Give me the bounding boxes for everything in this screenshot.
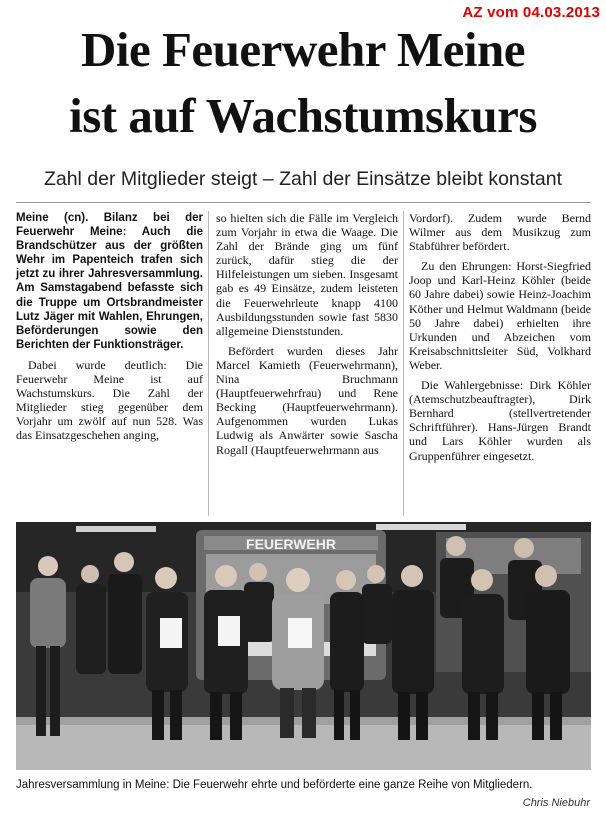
vehicle-lettering: FEUERWEHR (246, 536, 336, 552)
article-lead: Meine (cn). Bilanz bei der Feuerwehr Meine: Auch die Brandschützer aus der größten Wehr im Papenteich trafen sich jetzt zu ihrer Jahresversammlung. Am Samstagabend befasste sich die Truppe um Ortsbrandmeister Lutz Jäger mit Wahlen, Ehrungen, Beförderungen sowie den Berichten der Funktionsträger. (16, 212, 203, 351)
photo-caption: Jahresversammlung in Meine: Die Feuerwehr ehrte und beförderte eine ganze Reihe von Mitgliedern. (16, 779, 533, 791)
divider (16, 202, 591, 203)
headline-line-2: ist auf Wachstumskurs (69, 88, 537, 143)
article-paragraph: Befördert wurden dieses Jahr Marcel Kamieth (Feuerwehrmann), Nina Bruchmann (Hauptfeuerwehrfrau) und Rene Becking (Hauptfeuerwehrmann). Aufgenommen wurden Lukas Ludwig als Anwärter sowie Sascha Rogall (Hauptfeuerwehrmann aus (216, 343, 398, 457)
column-divider (208, 211, 209, 516)
article-paragraph: Vordorf). Zudem wurde Bernd Wilmer aus dem Musikzug zum Stabführer befördert. (409, 211, 591, 254)
newspaper-date-stamp: AZ vom 04.03.2013 (462, 4, 600, 21)
article-column-3 (409, 211, 591, 469)
group-photo-illustration (16, 522, 591, 770)
column-divider (403, 211, 404, 516)
headline-line-1: Die Feuerwehr Meine (80, 22, 526, 77)
group-photo (16, 522, 591, 770)
article-column-1 (16, 211, 203, 449)
article-paragraph: so hielten sich die Fälle im Vergleich zum Vorjahr in etwa die Waage. Die Zahl der Brände ging um fünf zurück, dafür stieg die der Hilfeleistungen um sieben. Insgesamt gab es 49 Einsätze, zudem leisteten die Feuerwehrleute knapp 4100 Ausbildungsstunden sowie fast 5830 allgemeine Dienststunden. (216, 211, 398, 338)
article-paragraph: Die Wahlergebnisse: Dirk Köhler (Atemschutzbeauftragter), Dirk Bernhard (stellvertretender Schriftführer). Hans-Jürgen Brandt und Lars Köhler wurden als Gruppenführer eingesetzt. (409, 378, 591, 463)
article-paragraph: Dabei wurde deutlich: Die Feuerwehr Meine ist auf Wachstumskurs. Die Zahl der Mitglieder stieg gegenüber dem Vorjahr um zwölf auf nun 528. Was das Einsatzgeschehen anging, (16, 357, 203, 443)
article-column-2 (216, 211, 398, 463)
subheadline: Zahl der Mitglieder steigt – Zahl der Einsätze bleibt konstant (43, 168, 563, 190)
photo-credit: Chris Niebuhr (522, 797, 590, 809)
article-paragraph: Zu den Ehrungen: Horst-Siegfried Joop und Karl-Heinz Köhler (beide 60 Jahre dabei) sowie Heinz-Joachim Köther und Helmut Waldmann (beide 50 Jahre dabei) erhielten ihre Urkunden und Abzeichen vom Kreisabschnittsleiter Süd, Volkhard Weber. (409, 259, 591, 372)
